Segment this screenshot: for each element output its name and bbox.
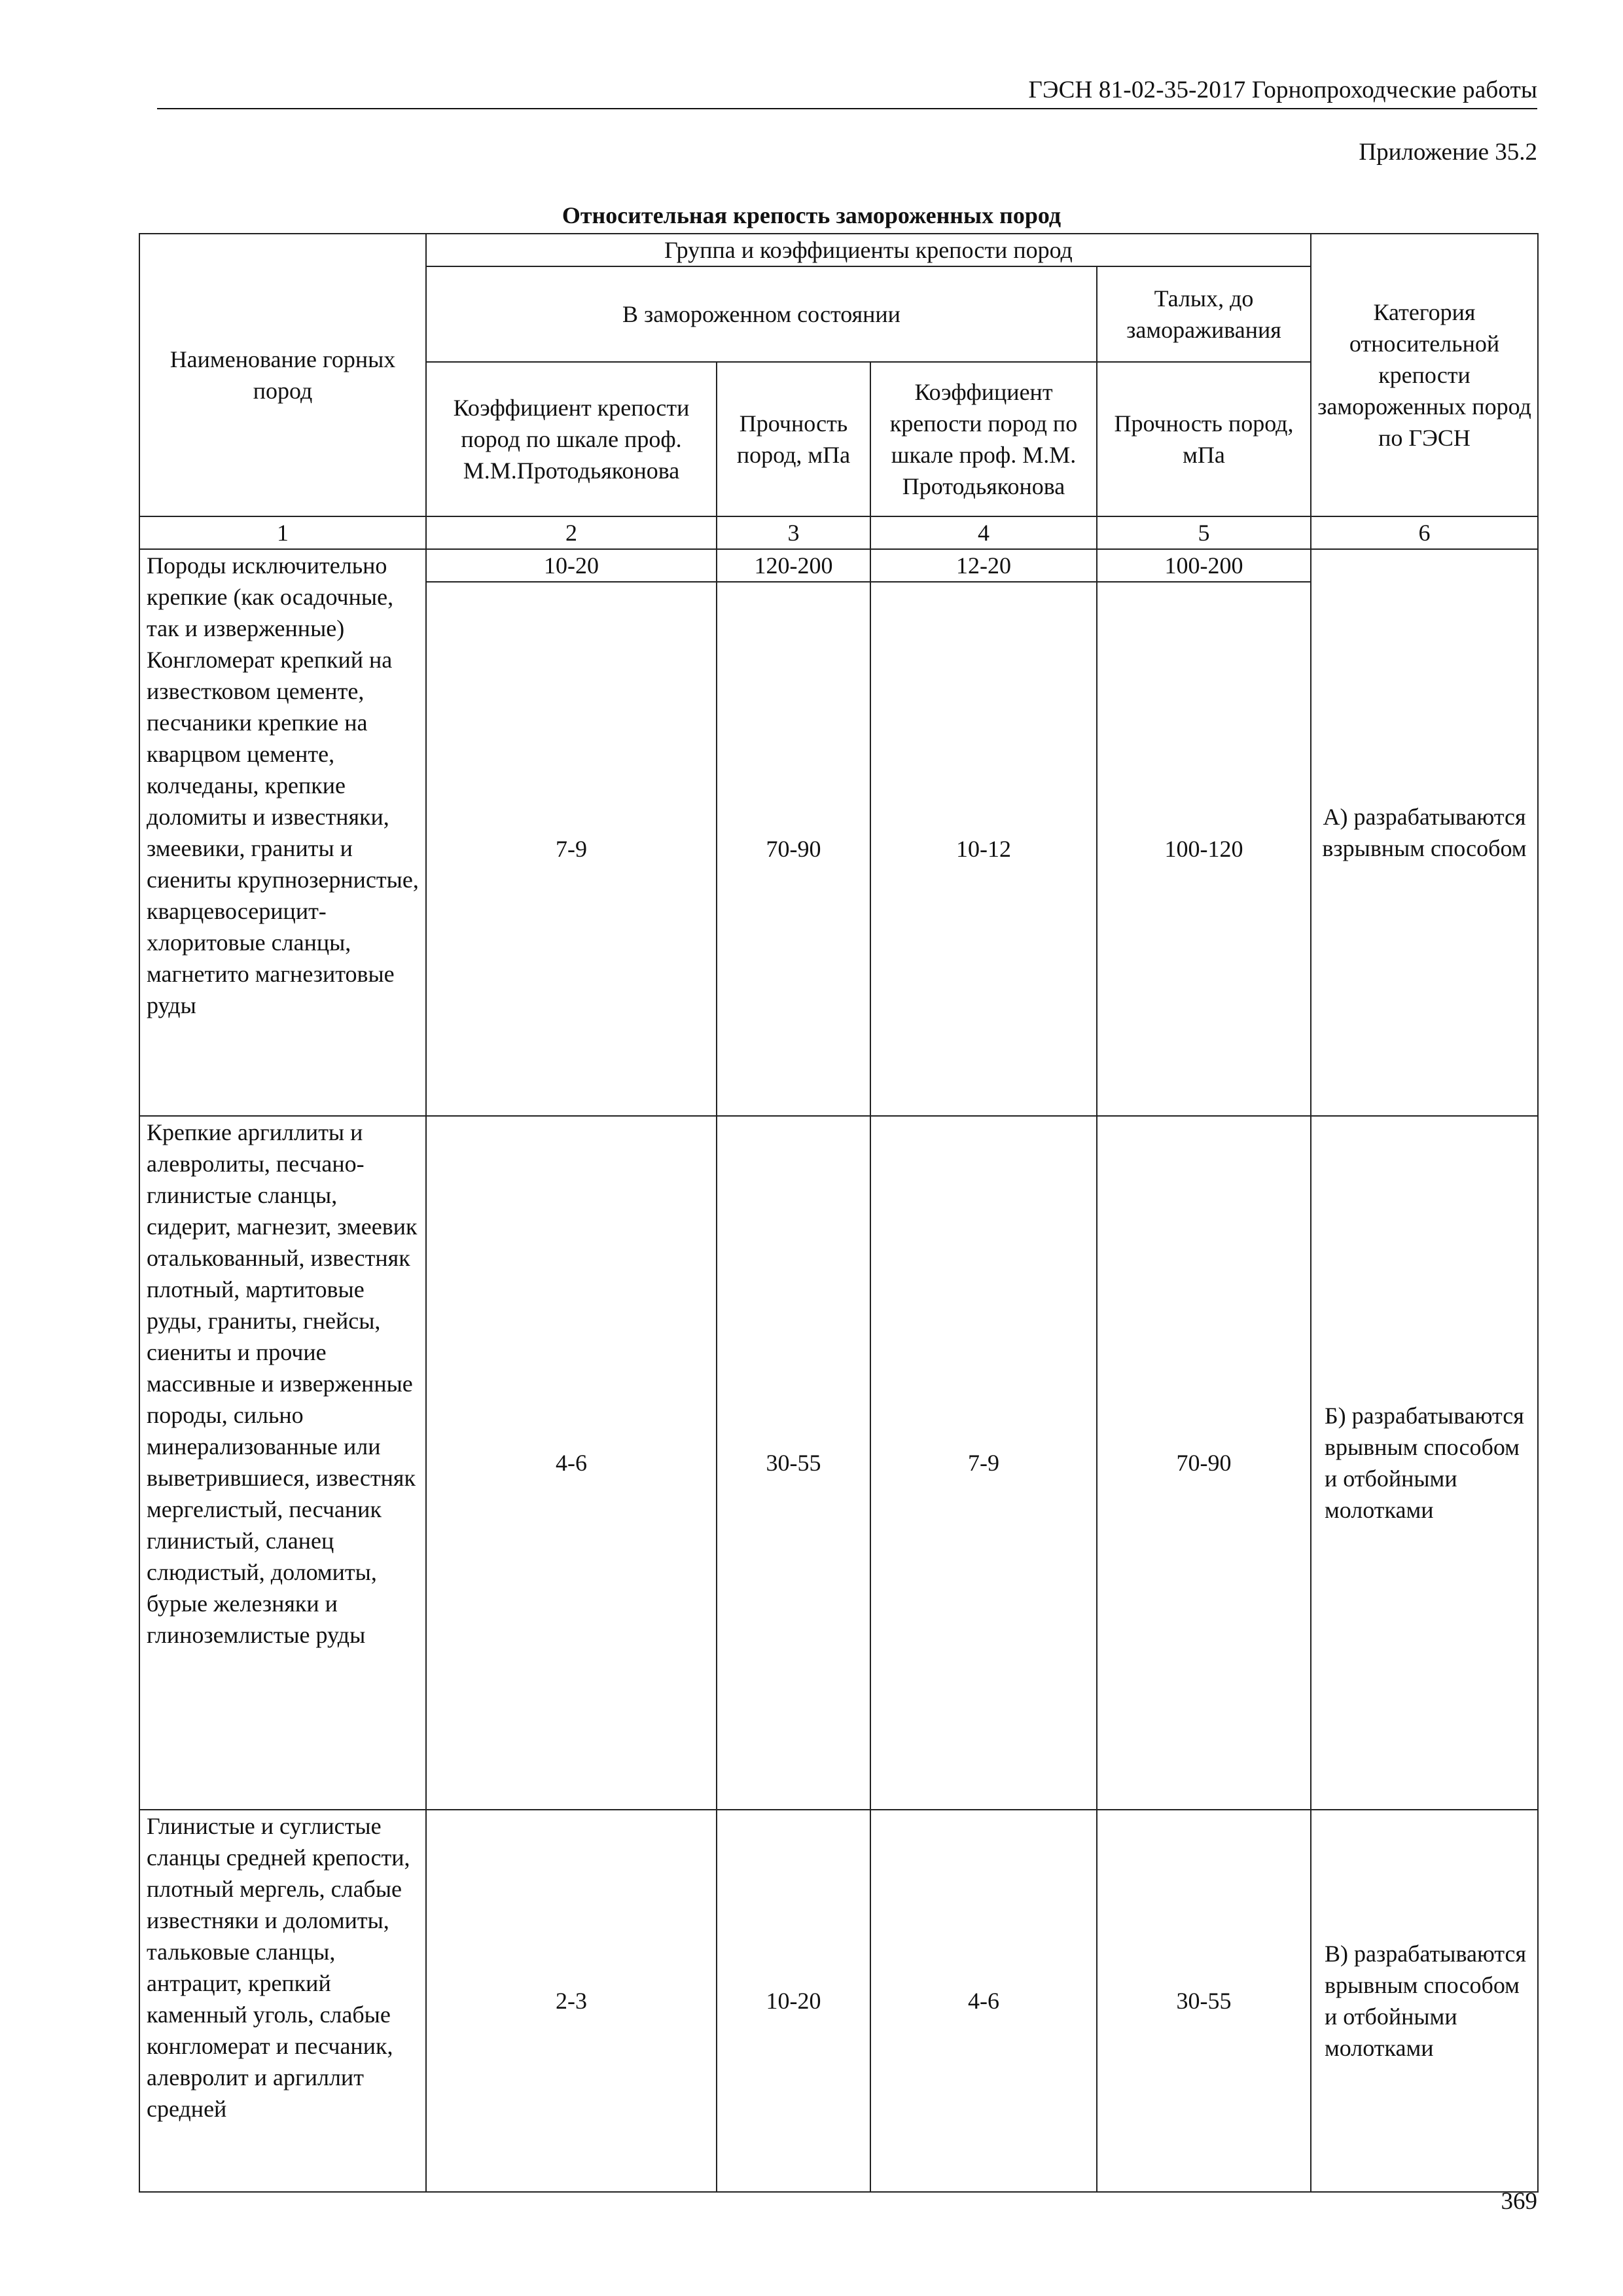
page-number: 369: [1501, 2188, 1537, 2215]
header-thawed: Талых, до замораживания: [1097, 266, 1311, 362]
header-strength-thawed: Прочность пород, мПа: [1097, 362, 1311, 516]
header-rule: [157, 108, 1537, 109]
header-group: Группа и коэффициенты крепости пород: [426, 234, 1311, 266]
value-cell: 12-20: [870, 549, 1097, 582]
table-row: [139, 549, 1538, 582]
value-cell: 10-12: [870, 582, 1097, 1116]
value-cell: 30-55: [1097, 1810, 1311, 2192]
value-cell: 30-55: [717, 1116, 870, 1810]
rock-name-cell: Породы исключительно крепкие (как осадочные, так и изверженные) Конгломерат крепкий на известковом цементе, песчаники крепкие на кварцвом цементе, колчеданы, крепкие доломиты и известняки, змеевики, граниты и сиениты крупнозернистые, кварцевосерицит-хлоритовые сланцы, магнетито магнезитовые руды: [139, 549, 426, 1116]
category-cell: А) разрабатываются взрывным способом: [1311, 549, 1538, 1116]
header-category: Категория относительной крепости замороженных пород по ГЭСН: [1311, 234, 1538, 516]
value-cell: 100-120: [1097, 582, 1311, 1116]
value-cell: 10-20: [426, 549, 717, 582]
table-row: [139, 1116, 1538, 1810]
column-number-row: [139, 516, 1538, 549]
header-strength-frozen: Прочность пород, мПа: [717, 362, 870, 516]
table-row: [139, 1810, 1538, 2192]
header-row-1: [139, 234, 1538, 266]
value-cell: 4-6: [870, 1810, 1097, 2192]
value-cell: 70-90: [717, 582, 870, 1116]
category-cell: В) разрабатываются врывным способом и отбойными молотками: [1311, 1810, 1538, 2192]
value-cell: 120-200: [717, 549, 870, 582]
value-cell: 100-200: [1097, 549, 1311, 582]
value-cell: 7-9: [426, 582, 717, 1116]
rock-name-cell: Крепкие аргиллиты и алевролиты, песчано-глинистые сланцы, сидерит, магнезит, змеевик оталькованный, известняк плотный, мартитовые руды, граниты, гнейсы, сиениты и прочие массивные и изверженные породы, сильно минерализованные или выветрившиеся, известняк мергелистый, песчаник глинистый, сланец слюдистый, доломиты, бурые железняки и глиноземлистые руды: [139, 1116, 426, 1810]
rock-strength-table: [139, 233, 1539, 2193]
value-cell: 70-90: [1097, 1116, 1311, 1810]
value-cell: 7-9: [870, 1116, 1097, 1810]
header-rock-name: Наименование горных пород: [139, 234, 426, 516]
header-coef-thawed: Коэффициент крепости пород по шкале проф. М.М. Протодьяконова: [870, 362, 1097, 516]
header-coef-frozen: Коэффициент крепости пород по шкале проф. М.М.Протодьяконова: [426, 362, 717, 516]
rock-name-cell: Глинистые и суглистые сланцы средней крепости, плотный мергель, слабые известняки и доломиты, тальковые сланцы, антрацит, крепкий каменный уголь, слабые конгломерат и песчаник, алевролит и аргиллит средней: [139, 1810, 426, 2192]
column-number: 3: [717, 516, 870, 549]
document-header-title: ГЭСН 81-02-35-2017 Горнопроходческие работы: [1028, 77, 1537, 103]
value-cell: 2-3: [426, 1810, 717, 2192]
appendix-label: Приложение 35.2: [1359, 139, 1537, 166]
value-cell: 4-6: [426, 1116, 717, 1810]
column-number: 4: [870, 516, 1097, 549]
column-number: 6: [1311, 516, 1538, 549]
value-cell: 10-20: [717, 1810, 870, 2192]
table-title: Относительная крепость замороженных пород: [562, 202, 1061, 228]
column-number: 1: [139, 516, 426, 549]
column-number: 2: [426, 516, 717, 549]
category-cell: Б) разрабатываются врывным способом и отбойными молотками: [1311, 1116, 1538, 1810]
column-number: 5: [1097, 516, 1311, 549]
header-frozen: В замороженном состоянии: [426, 266, 1097, 362]
